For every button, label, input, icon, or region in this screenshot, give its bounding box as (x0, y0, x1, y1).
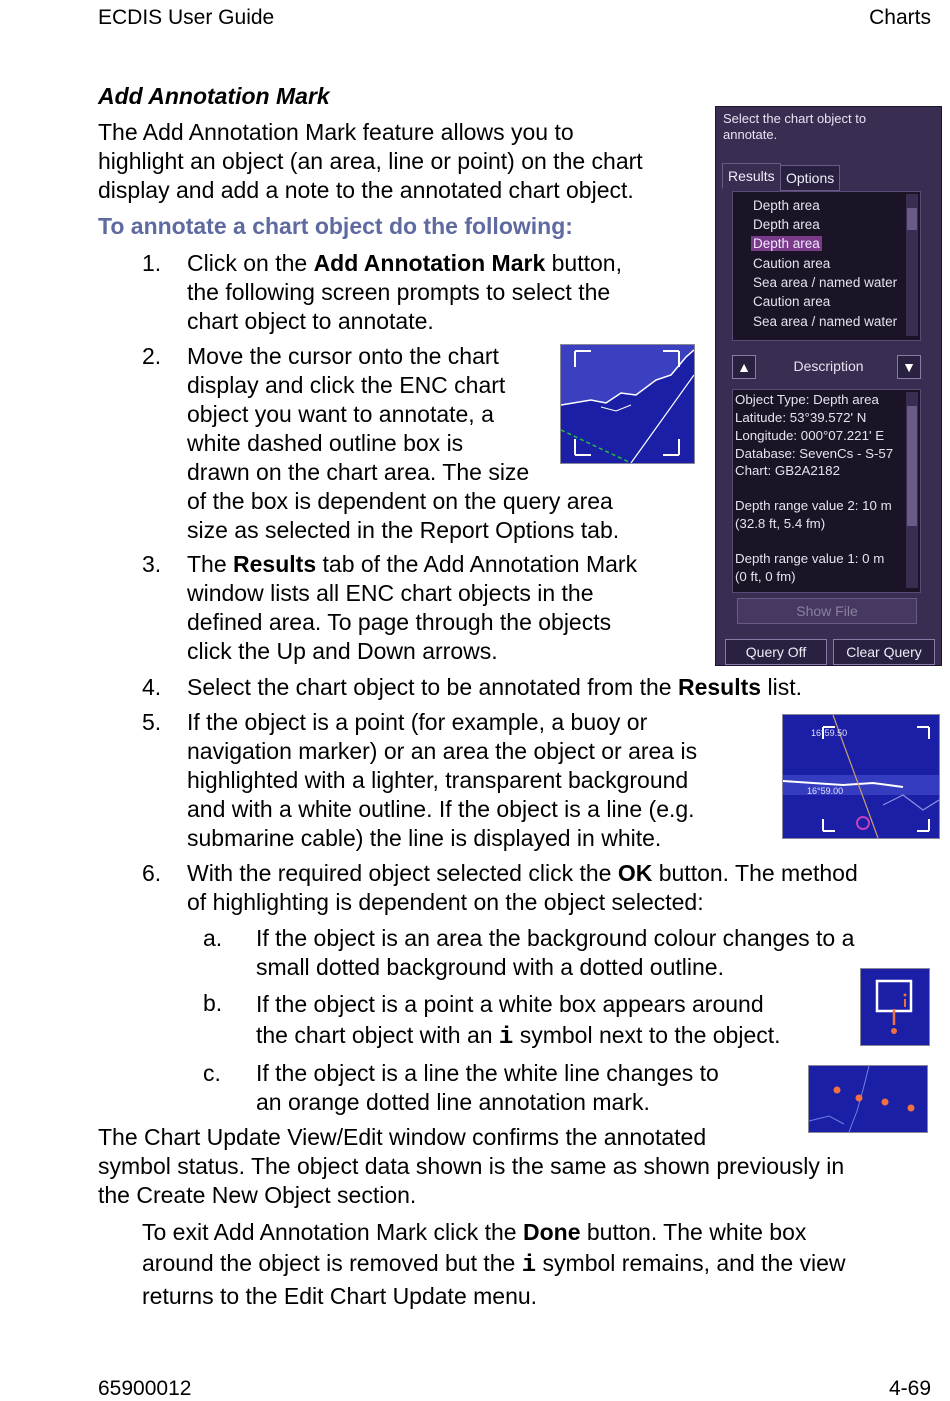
detail-line: (32.8 ft, 5.4 fm) (735, 516, 826, 531)
detail-line: (0 ft, 0 fm) (735, 569, 796, 584)
footer-doc-number: 65900012 (98, 1377, 192, 1400)
subheading: To annotate a chart object do the following: (98, 213, 573, 239)
exit-paragraph: To exit Add Annotation Mark click the Done button. The white box around the object is removed but the i symbol remains, and the view returns to the Edit Chart Update menu. (142, 1219, 846, 1309)
header-section: Charts (869, 6, 931, 29)
step-number: 4. (142, 674, 162, 700)
chart-latitude-label: 16°59.50 (811, 728, 848, 738)
section-title: Add Annotation Mark (98, 83, 330, 109)
tab-results[interactable]: Results (722, 163, 781, 189)
substep-c-text: If the object is a line the white line changes to an orange dotted line annotation mark. (256, 1060, 719, 1115)
detail-line: Latitude: 53°39.572' N (735, 410, 867, 425)
detail-line: Depth range value 2: 10 m (735, 498, 892, 513)
show-file-button[interactable]: Show File (737, 598, 917, 624)
list-item[interactable]: Depth area (753, 217, 820, 232)
step-number: 1. (142, 250, 162, 276)
list-item[interactable]: Sea area / named water (753, 314, 898, 329)
chart-area-selection-image (560, 344, 695, 464)
clear-query-button[interactable]: Clear Query (833, 639, 935, 665)
step-4-text: Select the chart object to be annotated from the Results list. (187, 674, 802, 700)
step-6-text: With the required object selected click the OK button. The method of highlighting is dependent on the object selected: (187, 860, 858, 915)
chart-latitude-label: 16°59.00 (807, 786, 844, 796)
substep-letter: a. (203, 925, 223, 951)
scrollbar-thumb[interactable] (907, 406, 917, 526)
detail-line: Chart: GB2A2182 (735, 463, 840, 478)
closing-paragraph: The Chart Update View/Edit window confirms the annotated symbol status. The object data shown is the same as shown previously in the Create New Object section. (98, 1124, 845, 1208)
step-2-text: Move the cursor onto the chart display and click the ENC chart object you want to annotate, a white dashed outline box is drawn on the chart area. The size of the box is dependent on the query area size as selected in the Report Options tab. (187, 343, 620, 543)
up-arrow-button[interactable]: ▲ (732, 355, 756, 379)
step-number: 5. (142, 709, 162, 735)
query-off-button[interactable]: Query Off (725, 639, 827, 665)
step-3-text: The Results tab of the Add Annotation Mark window lists all ENC chart objects in the defined area. To page through the objects click the Up and Down arrows. (187, 551, 638, 664)
substep-a-text: If the object is an area the background colour changes to a small dotted background with a dotted outline. (256, 925, 855, 980)
chart-point-highlight-image (782, 714, 940, 839)
footer-page-number: 4-69 (888, 1377, 931, 1400)
intro-line: The Add Annotation Mark feature allows you to (98, 119, 574, 145)
results-scrollbar[interactable] (906, 194, 918, 336)
scrollbar-thumb[interactable] (907, 208, 917, 230)
step-number: 3. (142, 551, 162, 577)
detail-line: Depth range value 1: 0 m (735, 551, 885, 566)
intro-line: highlight an object (an area, line or point) on the chart (98, 148, 643, 174)
list-item[interactable]: Caution area (753, 256, 831, 271)
list-item[interactable]: Sea area / named water (753, 275, 898, 290)
results-list[interactable] (732, 191, 921, 341)
substep-letter: b. (203, 990, 223, 1016)
tab-options[interactable]: Options (780, 165, 840, 191)
panel-prompt: Select the chart object to annotate. (723, 111, 867, 142)
point-annotation-image (860, 968, 930, 1046)
query-results-panel (715, 106, 942, 666)
substep-b-text: If the object is a point a white box appears around the chart object with an i symbol next to the object. (256, 991, 781, 1051)
step-5-text: If the object is a point (for example, a buoy or navigation marker) or an area the object or area is highlighted with a lighter, transparent background and with a white outline. If the object is a line (e.g. submarine cable) the line is displayed in white. (187, 709, 698, 851)
down-arrow-button[interactable]: ▼ (897, 355, 921, 379)
description-box (732, 389, 921, 593)
description-scrollbar[interactable] (906, 392, 918, 588)
detail-line: Object Type: Depth area (735, 392, 879, 407)
list-item[interactable]: Depth area (753, 198, 820, 213)
substep-letter: c. (203, 1060, 221, 1086)
description-label: Description (793, 358, 864, 374)
step-1-text: Click on the Add Annotation Mark button, the following screen prompts to select the chart object to annotate. (187, 250, 622, 334)
list-item-selected[interactable]: Depth area (753, 236, 820, 251)
step-number: 2. (142, 343, 162, 369)
step-number: 6. (142, 860, 162, 886)
detail-line: Longitude: 000°07.221' E (735, 428, 885, 443)
header-title: ECDIS User Guide (98, 6, 275, 29)
intro-line: display and add a note to the annotated chart object. (98, 177, 634, 203)
intro-paragraph (98, 118, 643, 205)
detail-line: Database: SevenCs - S-57 (735, 446, 894, 461)
list-item[interactable]: Caution area (753, 294, 831, 309)
